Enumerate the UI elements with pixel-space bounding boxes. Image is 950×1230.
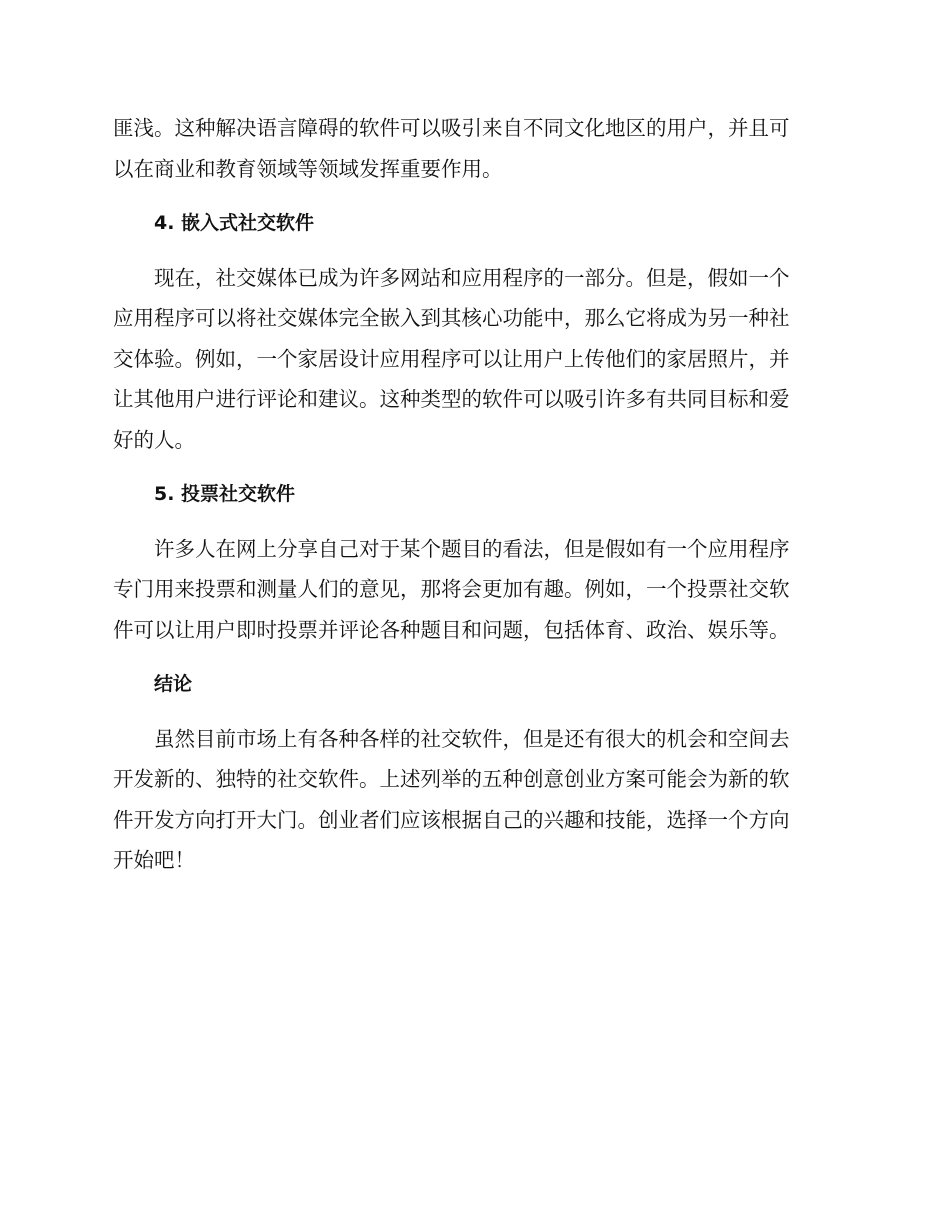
text-line: 专门用来投票和测量人们的意见，那将会更加有趣。例如，一个投票社交软 bbox=[113, 577, 790, 601]
text-line: 现在，社交媒体已成为许多网站和应用程序的一部分。但是，假如一个 bbox=[154, 265, 790, 290]
text-line: 匪浅。这种解决语言障碍的软件可以吸引来自不同文化地区的用户，并且可 bbox=[113, 116, 790, 140]
document-body bbox=[113, 108, 833, 895]
text-line: 开始吧！ bbox=[113, 848, 195, 872]
text-line: 好的人。 bbox=[113, 427, 195, 452]
text-line: 交体验。例如，一个家居设计应用程序可以让用户上传他们的家居照片，并 bbox=[113, 346, 790, 371]
text-line: 件可以让用户即时投票并评论各种题目和问题，包括体育、政治、娱乐等。 bbox=[113, 617, 790, 642]
section-4-paragraph bbox=[113, 258, 833, 461]
conclusion-heading: 结论 bbox=[154, 673, 193, 695]
text-line: 应用程序可以将社交媒体完全嵌入到其核心功能中，那么它将成为另一种社 bbox=[113, 306, 790, 330]
section-5-paragraph bbox=[113, 529, 833, 651]
intro-continuation-paragraph bbox=[113, 108, 833, 189]
text-line: 许多人在网上分享自己对于某个题目的看法，但是假如有一个应用程序 bbox=[154, 536, 790, 561]
conclusion-paragraph bbox=[113, 719, 833, 881]
text-line: 让其他用户进行评论和建议。这种类型的软件可以吸引许多有共同目标和爱 bbox=[113, 387, 790, 411]
text-line: 件开发方向打开大门。创业者们应该根据自己的兴趣和技能，选择一个方向 bbox=[113, 807, 790, 832]
section-4-heading: 4. 嵌入式社交软件 bbox=[154, 212, 315, 234]
section-5-heading: 5. 投票社交软件 bbox=[154, 483, 296, 505]
text-line: 虽然目前市场上有各种各样的社交软件，但是还有很大的机会和空间去 bbox=[154, 726, 790, 751]
text-line: 开发新的、独特的社交软件。上述列举的五种创意创业方案可能会为新的软 bbox=[113, 767, 790, 791]
text-line: 以在商业和教育领域等领域发挥重要作用。 bbox=[113, 156, 503, 181]
